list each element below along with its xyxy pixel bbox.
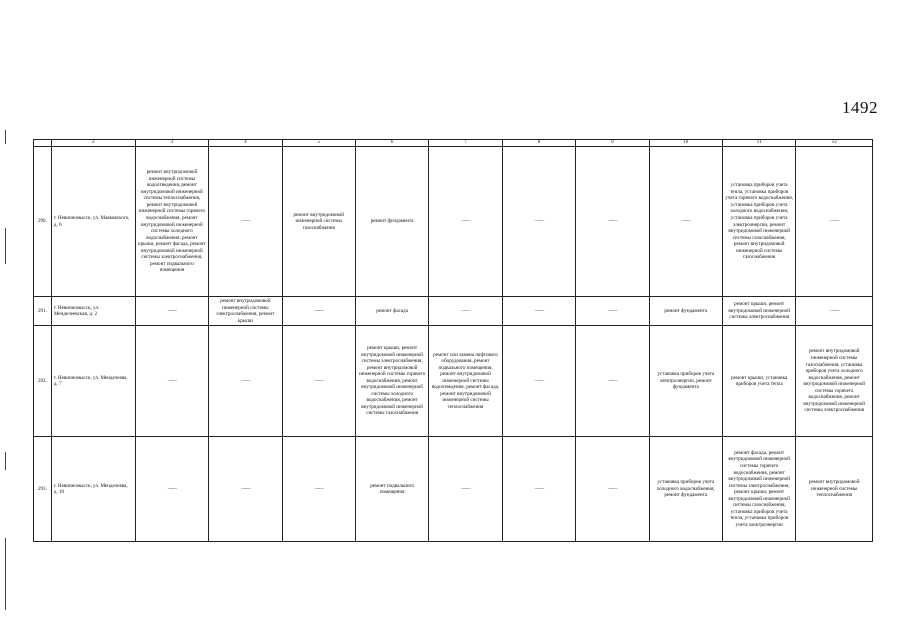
table-cell: —— [796,297,873,326]
row-number: 292. [34,326,52,437]
table-cell: ремонт внутридомовой инженерной системы электроснабжения, ремонт крыши [209,297,282,326]
column-header: 12 [796,140,873,147]
table-header-row [34,140,873,147]
row-number: 291. [34,297,52,326]
row-number: 290. [34,147,52,297]
table-cell: —— [209,326,282,437]
table-cell: ремонт подвального помещения [355,437,428,542]
table-cell: —— [502,326,575,437]
table-cell: —— [135,326,208,437]
table-row [34,437,873,542]
address-cell: г. Невинномысск, ул. Менделеевская, д. 2 [51,297,135,326]
table-cell: —— [135,297,208,326]
table-cell: —— [576,437,649,542]
left-margin-rule [5,130,6,144]
table-cell: —— [502,297,575,326]
table-cell: ремонт внутридомовой инженерной системы газоснабжения, установка приборов учета холодного водоснабжения, ремонт внутридомовой инженерной системы горячего водоснабжения, ремонт внутридомовой инженерной системы электроснабжения [796,326,873,437]
table-cell: —— [135,437,208,542]
table-cell: ремонт или замена лифтового оборудования, ремонт подвального помещения, ремонт внутридомовой инженерной системы водоотведения, ремонт фасада, ремонт внутридомовой инженерной системы теплоснабжения [429,326,502,437]
column-header: 4 [209,140,282,147]
table-cell: ремонт крыши, установка приборов учета тепла [722,326,795,437]
table-cell: ремонт внутридомовой инженерной системы водоотведения, ремонт внутридомовой инженерной системы теплоснабжения, ремонт внутридомовой инженерной системы горячего водоснабжения, ремонт внутридомовой инженерной системы холодного водоснабжения, ремонт крыши, ремонт фасада, ремонт внутридомовой инженерной системы электроснабжения, ремонт подвального помещения [135,147,208,297]
table-cell: —— [576,147,649,297]
column-header: 8 [502,140,575,147]
column-header: 7 [429,140,502,147]
address-cell: г. Невинномысск, ул. Менделеева, д. 7 [51,326,135,437]
table-cell: —— [209,437,282,542]
table-cell: установка приборов учета электроэнергии, ремонт фундамента [649,326,722,437]
left-margin-rule [5,538,6,610]
address-cell: г. Невинномысск, ул. Менделеева, д. 10 [51,437,135,542]
column-header: 5 [282,140,355,147]
table-cell: установка приборов учета холодного водоснабжения, ремонт фундамента [649,437,722,542]
column-header: 11 [722,140,795,147]
table-cell: ремонт крыши, ремонт внутридомовой инженерной системы электроснабжения, ремонт внутридомовой инженерной системы горячего водоснабжения, ремонт внутридомовой инженерной системы холодного водоснабжения, ремонт внутридомовой инженерной системы газоснабжения [355,326,428,437]
table-cell: —— [502,437,575,542]
left-margin-rule [5,228,6,264]
repair-schedule-table [33,139,873,542]
table-cell: ремонт внутридомовой инженерной системы газоснабжения [282,147,355,297]
table-row [34,147,873,297]
table-cell: —— [502,147,575,297]
table-cell: ремонт фундамента [355,147,428,297]
column-header: 3 [135,140,208,147]
table-cell: —— [429,437,502,542]
page-number: 1492 [842,98,878,117]
table-cell: —— [576,297,649,326]
table-cell: —— [649,147,722,297]
table-cell: ремонт фасада, ремонт внутридомовой инженерной системы горячего водоснабжения, ремонт внутридомовой инженерной системы электроснабжения, ремонт крыши, ремонт внутридомовой инженерной системы газоснабжения, установка приборов учета тепла, установка приборов учета электроэнергии [722,437,795,542]
column-header: 9 [576,140,649,147]
table-row [34,326,873,437]
table-row [34,297,873,326]
table-cell: —— [282,326,355,437]
address-cell: г. Невинномысск, ул. Маяковского, д. 6 [51,147,135,297]
table-cell: —— [796,147,873,297]
row-number: 293. [34,437,52,542]
table-cell: ремонт внутридомовой инженерной системы теплоснабжения [796,437,873,542]
table-cell: —— [429,147,502,297]
table-cell: ремонт фундамента [649,297,722,326]
column-header: 6 [355,140,428,147]
column-header: 10 [649,140,722,147]
table-cell: —— [209,147,282,297]
table-cell: установка приборов учета тепла, установка приборов учета горячего водоснабжения, установка приборов учета холодного водоснабжения, установка приборов учета электроэнергии, ремонт внутридомовой инженерной системы газоснабжения, ремонт внутридомовой инженерной системы газоснабжения [722,147,795,297]
table-cell: —— [576,326,649,437]
table-cell: ремонт крыши, ремонт внутридомовой инженерной системы электроснабжения [722,297,795,326]
table-cell: —— [282,297,355,326]
left-margin-rule [5,452,6,470]
table-cell: ремонт фасада [355,297,428,326]
table-cell: —— [429,297,502,326]
column-header: 2 [51,140,135,147]
column-header [34,140,52,147]
table-cell: —— [282,437,355,542]
